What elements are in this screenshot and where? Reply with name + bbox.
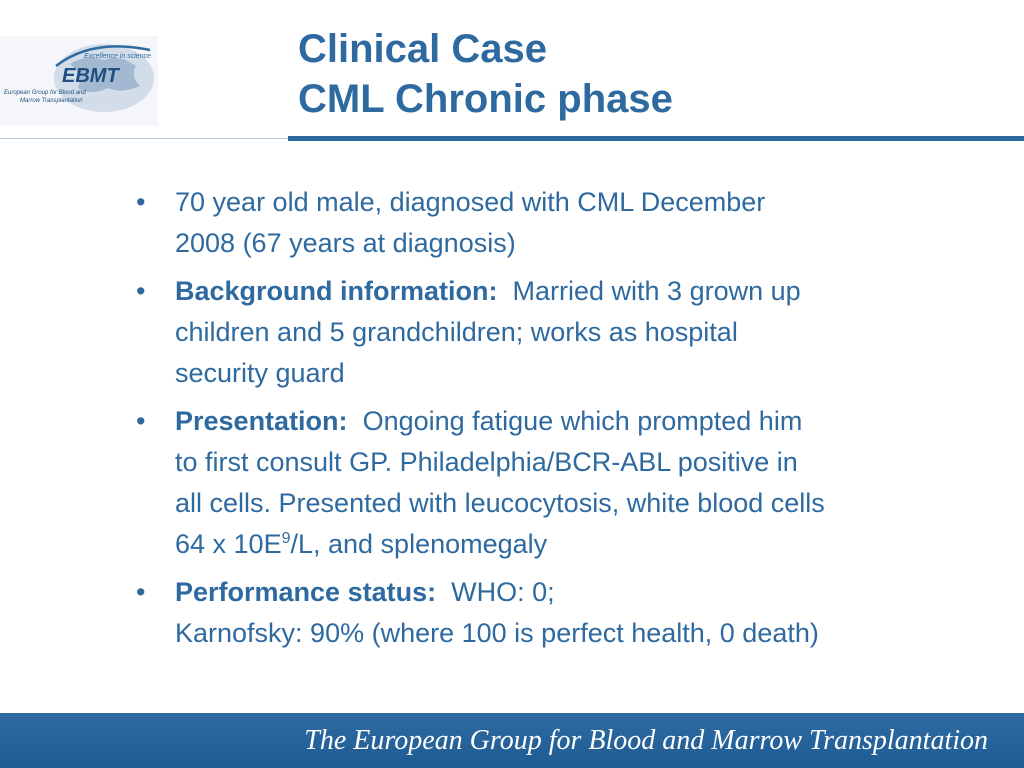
bullet-label: Performance status: bbox=[175, 577, 437, 607]
bullet-text: 2008 (67 years at diagnosis) bbox=[175, 228, 516, 258]
bullet-text: security guard bbox=[175, 358, 345, 388]
bullet-list bbox=[132, 182, 1002, 661]
bullet-label: Presentation: bbox=[175, 406, 348, 436]
bullet-text: WHO: 0; bbox=[451, 577, 555, 607]
slide-title-line2: CML Chronic phase bbox=[298, 77, 673, 121]
bullet-text: children and 5 grandchildren; works as hospital bbox=[175, 317, 738, 347]
bullet-text: all cells. Presented with leucocytosis, white blood cells bbox=[175, 488, 825, 518]
logo-acronym: EBMT bbox=[62, 65, 119, 87]
bullet-text: 70 year old male, diagnosed with CML December bbox=[175, 187, 766, 217]
bullet-dot-icon: • bbox=[136, 577, 146, 607]
bullet-text: Karnofsky: 90% (where 100 is perfect health, 0 death) bbox=[175, 618, 819, 648]
bullet-text: Ongoing fatigue which prompted him bbox=[362, 406, 803, 436]
bullet-text: /L, and splenomegaly bbox=[290, 529, 548, 559]
bullet-superscript: 9 bbox=[281, 530, 291, 547]
bullet-text: to first consult GP. Philadelphia/BCR-ABL positive in bbox=[175, 447, 798, 477]
logo-org-line1: European Group for Blood and bbox=[4, 90, 86, 96]
bullet-label: Background information: bbox=[175, 276, 498, 306]
bullet-text: 64 x 10E bbox=[175, 529, 282, 559]
footer-bar bbox=[0, 713, 1024, 768]
bullet-item-presentation bbox=[132, 401, 1002, 565]
bullet-dot-icon: • bbox=[136, 276, 146, 306]
ebmt-logo bbox=[0, 36, 158, 126]
header-divider-thick bbox=[288, 136, 1024, 141]
ebmt-logo-graphic bbox=[0, 36, 158, 126]
bullet-item-diagnosis bbox=[132, 182, 1002, 264]
bullet-dot-icon: • bbox=[136, 187, 146, 217]
bullet-item-performance bbox=[132, 572, 1002, 654]
bullet-item-background bbox=[132, 271, 1002, 394]
slide-title bbox=[298, 24, 673, 124]
logo-tagline: Excellence in science bbox=[84, 53, 151, 60]
bullet-dot-icon: • bbox=[136, 406, 146, 436]
logo-org-line2: Marrow Transplantation bbox=[20, 98, 83, 104]
slide-title-line1: Clinical Case bbox=[298, 27, 548, 71]
bullet-text: Married with 3 grown up bbox=[512, 276, 801, 306]
footer-text: The European Group for Blood and Marrow Transplantation bbox=[304, 725, 988, 756]
